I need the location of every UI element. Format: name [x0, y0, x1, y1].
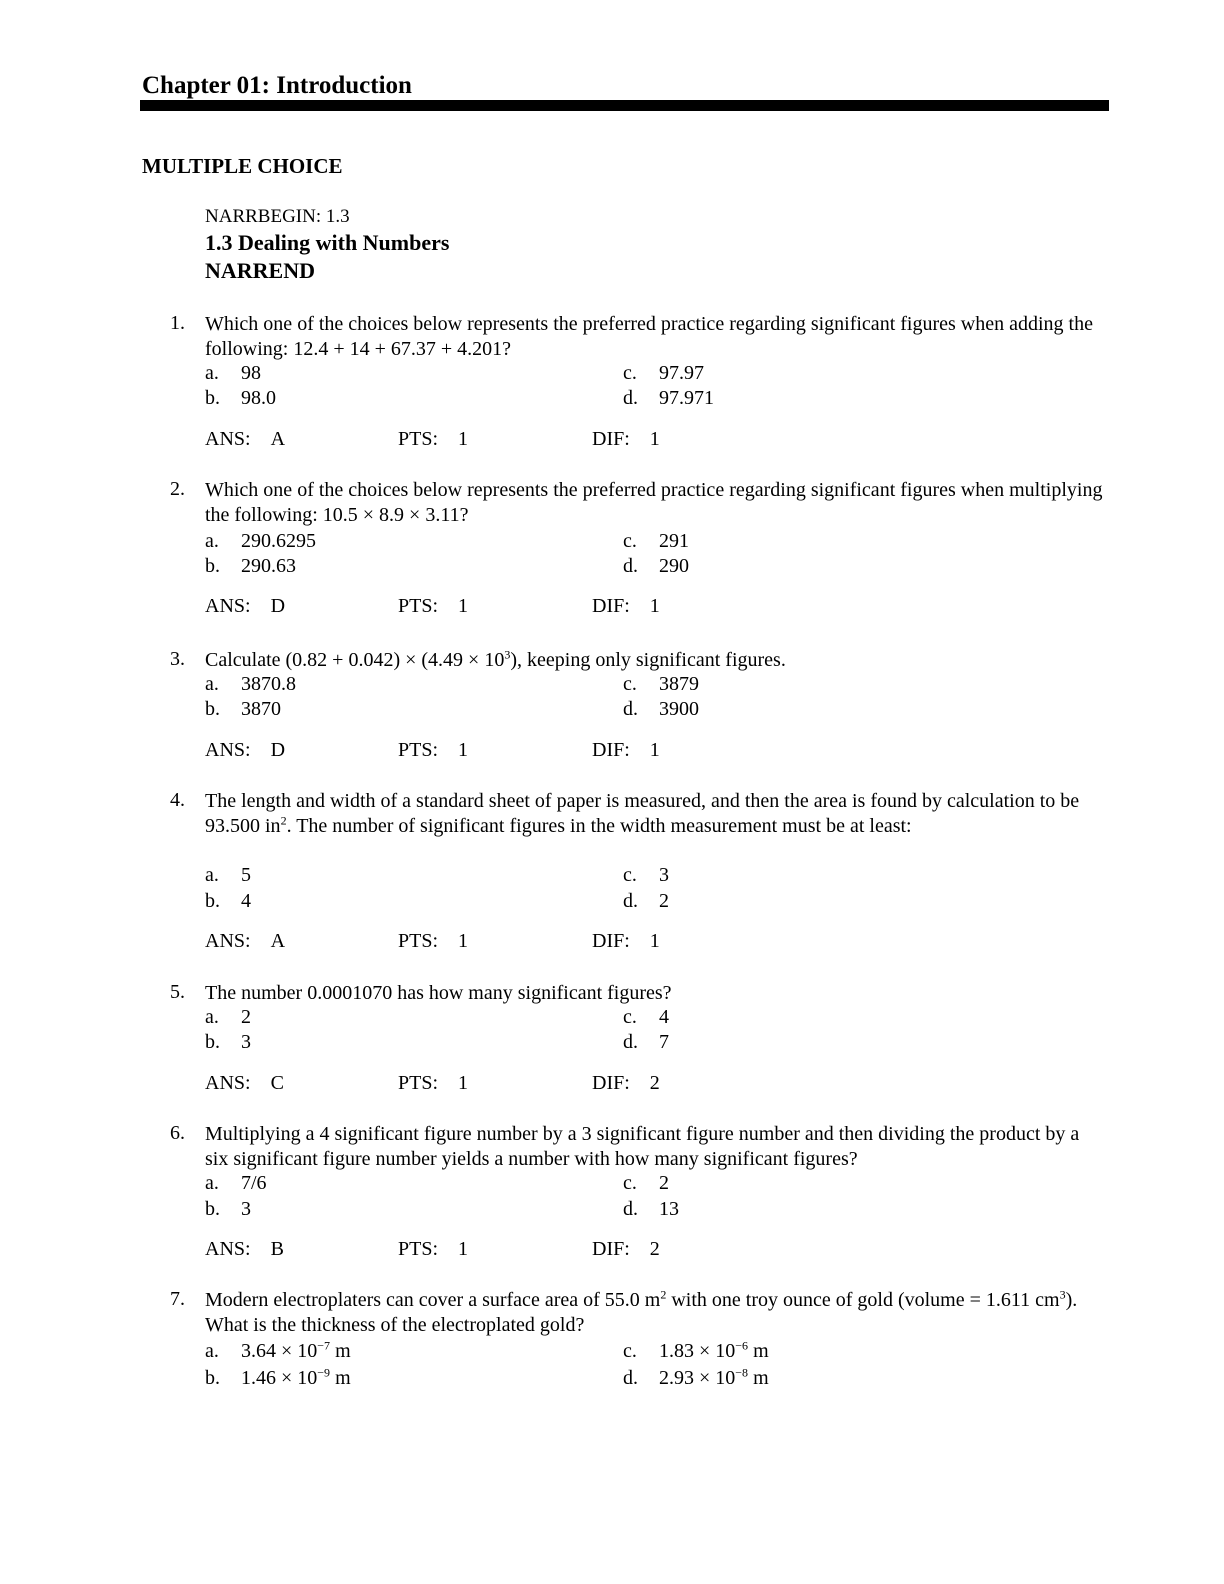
question-number: 3.	[170, 648, 185, 670]
difficulty-field: DIF: 1	[592, 595, 660, 617]
answer-field: ANS: A	[205, 428, 286, 450]
question-number: 1.	[170, 312, 185, 334]
option-c: c. 3	[623, 864, 669, 886]
option-b: b. 4	[205, 890, 251, 912]
answer-field: ANS: D	[205, 595, 286, 617]
question-text: Multiplying a 4 significant figure number by a 3 significant figure number and then dividing the product by a six significant figure number yields a number with how many significant figures?	[205, 1123, 1080, 1170]
option-c: c. 2	[623, 1172, 669, 1194]
option-d: d. 13	[623, 1198, 679, 1220]
question-text: Modern electroplaters can cover a surface area of 55.0 $m^2$ with one troy ounce of gold (volume = 1.611 $cm^3$). What is the thickness of the electroplated gold?	[205, 1287, 1078, 1336]
option-c: c. $1.83 \times 10^{-6}$ m	[623, 1338, 769, 1362]
option-c: c. 3879	[623, 673, 699, 695]
narrative-end: NARREND	[205, 258, 315, 283]
option-a: a. 3870.8	[205, 673, 296, 695]
difficulty-field: DIF: 1	[592, 428, 660, 450]
narrative-title: 1.3 Dealing with Numbers	[205, 230, 450, 255]
question-text: Which one of the choices below represents the preferred practice regarding significant figures when adding the following: 12.4 + 14 + 67.37 + 4.201?	[205, 313, 1093, 360]
option-b: b. 98.0	[205, 387, 276, 409]
chapter-title: Chapter 01: Introduction	[142, 72, 412, 99]
section-heading: MULTIPLE CHOICE	[142, 154, 343, 178]
option-a: a. 5	[205, 864, 251, 886]
option-d: d. 97.971	[623, 387, 714, 409]
points-field: PTS: 1	[398, 930, 469, 952]
answer-field: ANS: C	[205, 1072, 284, 1094]
difficulty-field: DIF: 2	[592, 1072, 660, 1094]
answer-field: ANS: B	[205, 1238, 284, 1260]
option-d: d. 3900	[623, 698, 699, 720]
difficulty-field: DIF: 2	[592, 1238, 660, 1260]
narrative-begin: NARRBEGIN: 1.3	[205, 206, 350, 227]
option-b: b. 3	[205, 1198, 251, 1220]
option-c: c. 4	[623, 1006, 669, 1028]
option-d: d. 7	[623, 1031, 669, 1053]
points-field: PTS: 1	[398, 1238, 469, 1260]
points-field: PTS: 1	[398, 428, 469, 450]
points-field: PTS: 1	[398, 739, 469, 761]
question-text: Calculate $(0.82 + 0.042) \times (4.49 \times 10^3)$, keeping only significant figures.	[205, 647, 786, 671]
question-text: The number 0.0001070 has how many significant figures?	[205, 982, 672, 1004]
points-field: PTS: 1	[398, 595, 469, 617]
option-b: b. 3	[205, 1031, 251, 1053]
option-b: b. 3870	[205, 698, 281, 720]
option-d: d. 290	[623, 555, 689, 577]
answer-field: ANS: A	[205, 930, 286, 952]
question-number: 2.	[170, 478, 185, 500]
question-number: 5.	[170, 981, 185, 1003]
option-c: c. 291	[623, 530, 689, 552]
answer-field: ANS: D	[205, 739, 286, 761]
question-number: 7.	[170, 1288, 185, 1310]
option-c: c. 97.97	[623, 362, 704, 384]
difficulty-field: DIF: 1	[592, 739, 660, 761]
option-a: a. 7/6	[205, 1172, 267, 1194]
option-a: a. 2	[205, 1006, 251, 1028]
option-a: a. 98	[205, 362, 261, 384]
option-b: b. 290.63	[205, 555, 296, 577]
title-rule	[140, 100, 1109, 111]
option-d: d. 2	[623, 890, 669, 912]
option-d: d. $2.93 \times 10^{-8}$ m	[623, 1365, 769, 1389]
question-text: Which one of the choices below represents the preferred practice regarding significant figures when multiplying the following: 10.5 × 8.9 × 3.11?	[205, 479, 1103, 526]
question-text: The length and width of a standard sheet of paper is measured, and then the area is found by calculation to be 93.500 $in^2$. The number of significant figures in the width measurement must be at least:	[205, 790, 1080, 837]
option-b: b. $1.46 \times 10^{-9}$ m	[205, 1365, 351, 1389]
option-a: a. 290.6295	[205, 530, 316, 552]
option-a: a. $3.64 \times 10^{-7}$ m	[205, 1338, 351, 1362]
points-field: PTS: 1	[398, 1072, 469, 1094]
question-number: 4.	[170, 789, 185, 811]
question-number: 6.	[170, 1122, 185, 1144]
difficulty-field: DIF: 1	[592, 930, 660, 952]
